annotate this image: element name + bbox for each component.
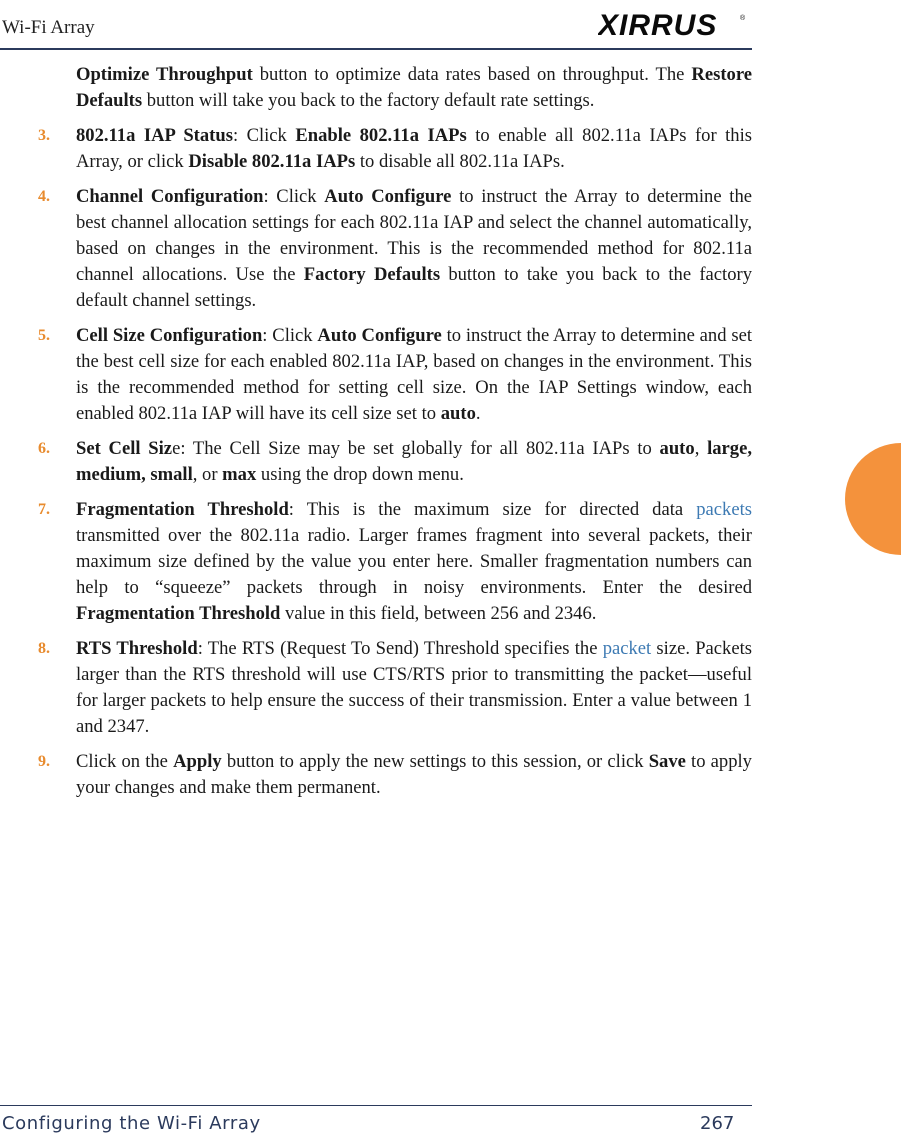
header-rule	[0, 48, 752, 50]
item-number: 3.	[38, 127, 50, 144]
svg-text:XIRRUS: XIRRUS	[598, 10, 718, 40]
item-number: 8.	[38, 640, 50, 657]
list-item: 9. Click on the Apply button to apply the new settings to this session, or click Save to apply your changes and make them permanent.	[38, 751, 752, 798]
running-header: Wi-Fi Array	[2, 17, 95, 38]
page-body	[38, 62, 752, 801]
svg-text:®: ®	[740, 15, 746, 22]
list-item: 7. Fragmentation Threshold: This is the maximum size for directed data packets transmitted over the 802.11a radio. Larger frames fragment into several packets, their maximum size defined by the value you enter here. Smaller fragmentation numbers can help to “squeeze” packets through in noisy environments. Enter the desired Fragmentation Threshold value in this field, between 256 and 2346.	[38, 499, 752, 624]
item-number: 4.	[38, 188, 50, 205]
footer-section-title: Configuring the Wi-Fi Array	[2, 1113, 261, 1134]
item-number: 7.	[38, 501, 50, 518]
footer-rule	[0, 1105, 752, 1106]
packets-link[interactable]: packets	[696, 499, 752, 520]
intro-paragraph: Optimize Throughput button to optimize data rates based on throughput. The Restore Defaults button will take you back to the factory default rate settings.	[76, 64, 752, 111]
xirrus-logo	[598, 10, 748, 40]
chapter-tab-marker	[845, 443, 901, 555]
list-item: 3. 802.11a IAP Status: Click Enable 802.11a IAPs to enable all 802.11a IAPs for this Array, or click Disable 802.11a IAPs to disable all 802.11a IAPs.	[38, 125, 753, 172]
packet-link[interactable]: packet	[602, 638, 652, 659]
item-number: 9.	[38, 753, 50, 770]
page-number: 267	[700, 1113, 735, 1134]
list-item: 6. Set Cell Size: The Cell Size may be set globally for all 802.11a IAPs to auto, large, medium, small, or max using the drop down menu.	[38, 438, 753, 485]
list-item: 4. Channel Configuration: Click Auto Configure to instruct the Array to determine the best channel allocation settings for each 802.11a IAP and select the channel automatically, based on changes in the environment. This is the recommended method for 802.11a channel allocations. Use the Factory Defaults button to take you back to the factory default channel settings.	[38, 186, 752, 311]
list-item: 8. RTS Threshold: The RTS (Request To Send) Threshold specifies the packet size. Packets larger than the RTS threshold will use CTS/RTS prior to transmitting the packet—useful for larger packets to help ensure the success of their transmission. Enter a value between 1 and 2347.	[38, 638, 753, 737]
item-number: 6.	[38, 440, 50, 457]
item-number: 5.	[38, 327, 50, 344]
list-item: 5. Cell Size Configuration: Click Auto Configure to instruct the Array to determine and set the best cell size for each enabled 802.11a IAP, based on changes in the environment. This is the recommended method for setting cell size. On the IAP Settings window, each enabled 802.11a IAP will have its cell size set to auto.	[38, 325, 752, 424]
